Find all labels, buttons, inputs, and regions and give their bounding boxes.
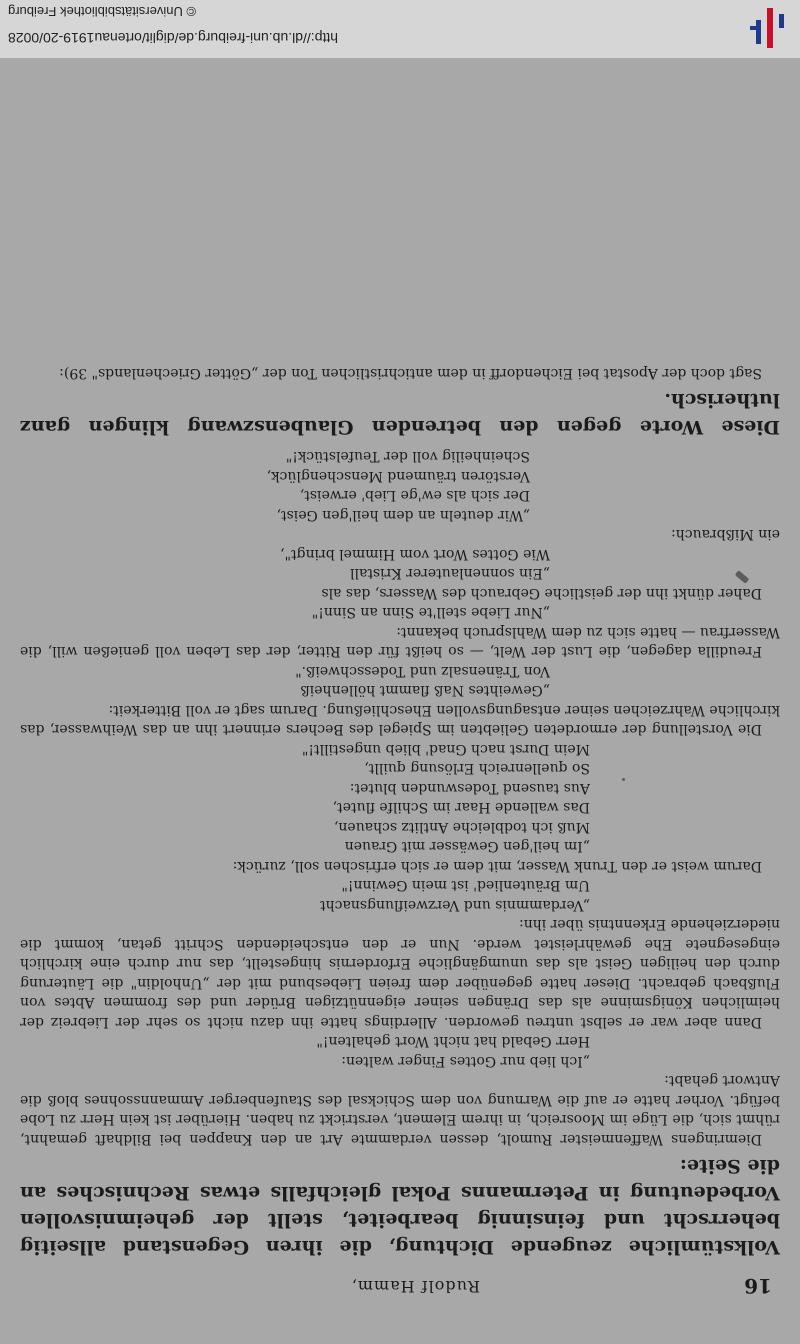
running-head: Rudolf Hamm,	[350, 1277, 480, 1296]
verse-6	[20, 544, 550, 583]
verse-line: „Wir deuteln an dem heil'gen Geist,	[276, 507, 530, 523]
verse-7	[20, 446, 530, 524]
paragraph-1: Diemringens Waffenmeister Rumolt, dessen verdammte Art an den Knappen bei Bildhaft gemahnt, rühmt sich, die Lüge im Moosreich, in ihrem Element, verstrickt zu haben. Hierüber ist kein Herr zu Lobe befügt. Vorher hatte er auf die Warnung von dem Schicksal des Staufenberger Ammannssohnes bloß die Antwort gehabt:	[20, 1072, 780, 1147]
paragraph-6: Daher dünkt ihn der geistliche Gebrauch des Wassers, das als	[321, 585, 762, 601]
verse-2	[20, 875, 590, 914]
verse-line: Muß ich todbleiche Antlitz schauen,	[333, 819, 590, 835]
verse-line: Der sich als ew'ge Lieb' erweist,	[299, 487, 530, 504]
verse-line: „Verdammnis und Verzweiflungsnacht	[319, 897, 590, 913]
verse-line: Scheinheilig voll der Teufelstück!"	[285, 448, 530, 465]
verse-line: „Im heil'gen Gewässer mit Grauen	[344, 838, 590, 855]
intro-paragraph: Volkstümliche zeugende Dichtung, die ihren Gegenstand allseitig beherrscht und feinsinnig bearbeitet, stellt der geheimnisvollen Vorbedeutung in Petermanns Pokal gleichfalls etwas Rechnisches an die Seite:	[20, 1155, 780, 1258]
verse-4	[20, 661, 550, 700]
verse-line: „Nur Liebe stell'te Sinn an Sinn!"	[311, 604, 550, 621]
document-url[interactable]: http://dl.ub.uni-freiburg.de/diglit/ortenau1919-20/0028	[8, 30, 339, 46]
verse-5	[20, 602, 550, 622]
paragraph-3: Darum weist er den Trunk Wasser, mit dem er sich erfrischen soll, zurück:	[232, 858, 762, 874]
page-text-rotated	[20, 363, 780, 1299]
verse-line: So quellenreich Erlösung quillt,	[364, 760, 590, 777]
paragraph-4: Die Vorstellung der ermordeten Geliebten im Spiegel des Bechers erinnert ihn an das Weihwasser, das kirchliche Wahrzeichen seiner entsagungsvollen Eheschließung. Darum sagt er voll Bitterkeit:	[20, 702, 780, 738]
paragraph-7: ein Mißbrauch:	[671, 526, 780, 543]
verse-line: „Ein sonnenlauterer Kristall	[350, 565, 550, 582]
page-number: 16	[744, 1274, 772, 1298]
page-header-row	[20, 1266, 780, 1298]
verse-3	[20, 739, 590, 856]
verse-1	[20, 1031, 590, 1070]
university-logo-icon	[748, 6, 792, 50]
verse-line: Um Bräutenlied' ist mein Gewinn!"	[341, 877, 590, 894]
verse-line: Aus tausend Todeswunden blutet:	[349, 780, 590, 796]
paragraph-2: Dann aber war er selbst untreu geworden. Allerdings hatte ihn dazu nicht so sehr der Liebreiz der heimlichen Königsminne als das Drängen seiner eigennützigen Brüder und des frommen Abtes von Flußbach gebracht. Dieser hatte gegenüber dem freien Liebesbund mit der „Unholdin" die Läuterung durch den heiligen Geist als das unumgängliche Erfordernis hingestellt, das nur durch eine kirchlich eingesegnete Ehe gewährleistet werde. Nun er den entscheidenden Schritt getan, kommt die niederziehende Erkenntnis über ihn:	[20, 916, 780, 1030]
verse-line: Mein Durst nach Gnad' blieb ungestillt!"	[301, 741, 590, 757]
verse-line: Verstören träumend Menschenglück,	[266, 468, 530, 484]
verse-line: „Ich lieb nur Gottes Finger walten:	[341, 1053, 590, 1069]
emphasis-paragraph: Diese Worte gegen den betrenden Glaubenszwang klingen ganz lutherisch.	[20, 389, 780, 438]
copyright-credit: © Universitätsbibliothek Freiburg	[8, 4, 197, 19]
verse-line: Wie Gottes Wort vom Himmel bringt",	[280, 546, 550, 562]
verse-line: „Geweihtes Naß flammt höllenheiß	[300, 682, 550, 699]
verse-line: Herr Gebald hat nicht Wort gehalten!"	[316, 1033, 590, 1050]
paragraph-8: Sagt doch der Apostat bei Eichendorff in dem antichristlichen Ton der „Götter Griechenlands" 39):	[59, 365, 762, 381]
verse-line: Das wallende Haar im Schilfe flutet,	[332, 799, 590, 816]
viewer-header	[0, 0, 800, 59]
verse-line: Von Tränensalz und Todesschweiß."	[295, 663, 550, 679]
paragraph-5: Freudilla dagegen, die Lust der Welt, — so heißt für den Ritter, der das Leben voll genießen will, die Wasserfrau — hatte sich zu dem Wahlspruch bekannt:	[20, 624, 780, 660]
